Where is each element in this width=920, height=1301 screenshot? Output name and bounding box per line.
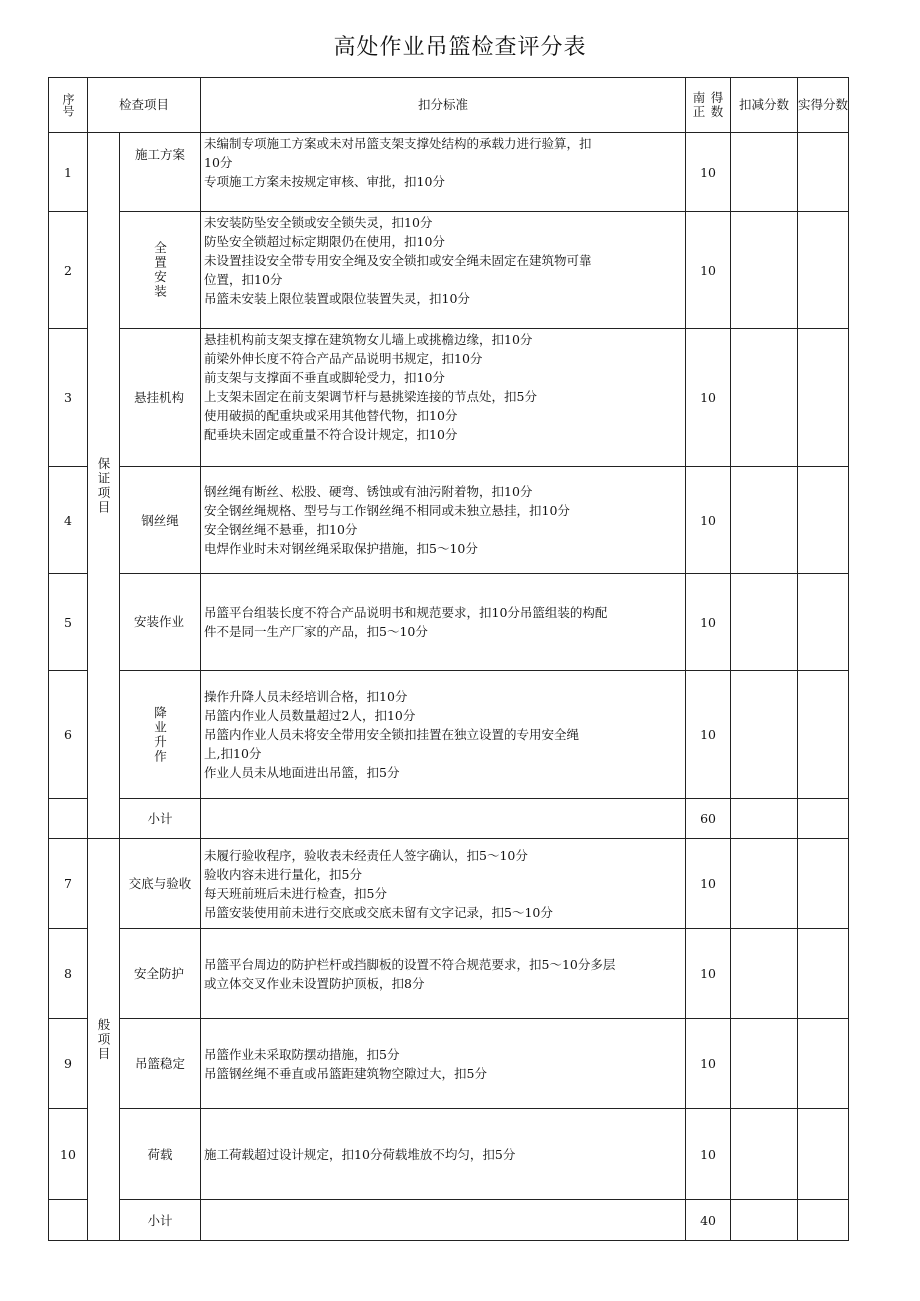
row-actual[interactable] (798, 839, 849, 929)
row-deduct[interactable] (731, 839, 798, 929)
row-seq: 7 (49, 839, 88, 929)
row-standard: 施工荷载超过设计规定，扣10分荷载堆放不均匀，扣5分 (201, 1109, 686, 1200)
row-standard (201, 1200, 686, 1241)
group-guarantee: 保证项目 (88, 133, 120, 839)
row-deduct[interactable] (731, 574, 798, 671)
group-general: 般项目 (88, 839, 120, 1241)
row-standard (201, 799, 686, 839)
row-standard: 吊篮作业未采取防摆动措施，扣5分 吊篮钢丝绳不垂直或吊篮距建筑物空隙过大，扣5分 (201, 1019, 686, 1109)
table-row (49, 1109, 849, 1200)
row-seq: 5 (49, 574, 88, 671)
table-row (49, 329, 849, 467)
row-deduct[interactable] (731, 133, 798, 212)
row-actual[interactable] (798, 1109, 849, 1200)
row-deduct[interactable] (731, 329, 798, 467)
header-item: 检查项目 (88, 78, 201, 133)
row-score: 10 (686, 1019, 731, 1109)
row-deduct[interactable] (731, 799, 798, 839)
row-seq (49, 1200, 88, 1241)
header-seq: 序号 (49, 78, 88, 133)
row-score: 10 (686, 467, 731, 574)
row-item: 吊篮稳定 (120, 1019, 201, 1109)
table-row (49, 574, 849, 671)
row-actual[interactable] (798, 671, 849, 799)
header-row (49, 78, 849, 133)
row-deduct[interactable] (731, 1109, 798, 1200)
row-standard: 悬挂机构前支架支撑在建筑物女儿墙上或挑檐边缘，扣10分 前梁外伸长度不符合产品产品说明书规定，扣10分 前支架与支撑面不垂直或脚轮受力，扣10分 上支架未固定在前支架调节杆与悬挑梁连接的节点处，扣5分 使用破损的配重块或采用其他替代物，扣10分 配垂块未固定或重量不符合设计规定，扣10分 (201, 329, 686, 467)
subtotal-label: 小计 (120, 1200, 201, 1241)
row-item: 交底与验收 (120, 839, 201, 929)
table-row (49, 1019, 849, 1109)
row-score: 10 (686, 839, 731, 929)
subtotal-score: 60 (686, 799, 731, 839)
row-score: 10 (686, 212, 731, 329)
row-seq: 4 (49, 467, 88, 574)
header-actual: 实得分数 (798, 78, 849, 133)
subtotal-row (49, 799, 849, 839)
table-row (49, 133, 849, 212)
row-standard: 未履行验收程序，验收表未经责任人签字确认，扣5～10分 验收内容未进行量化，扣5分 每天班前班后未进行检查，扣5分 吊篮安装使用前未进行交底或交底未留有文字记录，扣5～10分 (201, 839, 686, 929)
row-seq: 2 (49, 212, 88, 329)
row-standard: 未编制专项施工方案或未对吊篮支架支撑处结构的承载力进行验算，扣 10分 专项施工方案未按规定审核、审批，扣10分 (201, 133, 686, 212)
row-seq: 10 (49, 1109, 88, 1200)
row-seq (49, 799, 88, 839)
row-item: 全置安装 (120, 212, 201, 329)
row-deduct[interactable] (731, 467, 798, 574)
row-deduct[interactable] (731, 1200, 798, 1241)
row-actual[interactable] (798, 1200, 849, 1241)
table-row (49, 929, 849, 1019)
row-deduct[interactable] (731, 212, 798, 329)
row-score: 10 (686, 1109, 731, 1200)
row-item: 钢丝绳 (120, 467, 201, 574)
table-row (49, 212, 849, 329)
row-score: 10 (686, 574, 731, 671)
row-deduct[interactable] (731, 1019, 798, 1109)
header-standard: 扣分标准 (201, 78, 686, 133)
row-actual[interactable] (798, 929, 849, 1019)
subtotal-score: 40 (686, 1200, 731, 1241)
row-item: 荷载 (120, 1109, 201, 1200)
row-standard: 未安装防坠安全锁或安全锁失灵，扣10分 防坠安全锁超过标定期限仍在使用，扣10分 未设置挂设安全带专用安全绳及安全锁扣或安全绳未固定在建筑物可靠 位置，扣10分 吊篮未安装上限位装置或限位装置失灵，扣10分 (201, 212, 686, 329)
row-actual[interactable] (798, 574, 849, 671)
row-seq: 9 (49, 1019, 88, 1109)
row-seq: 8 (49, 929, 88, 1019)
row-score: 10 (686, 671, 731, 799)
row-standard: 操作升降人员未经培训合格，扣10分 吊篮内作业人员数量超过2人，扣10分 吊篮内作业人员未将安全带用安全锁扣挂置在独立设置的专用安全绳 上,扣10分 作业人员未从地面进出吊篮，扣5分 (201, 671, 686, 799)
row-score: 10 (686, 929, 731, 1019)
row-item: 悬挂机构 (120, 329, 201, 467)
row-seq: 6 (49, 671, 88, 799)
table-row (49, 467, 849, 574)
inspection-table (48, 77, 849, 1241)
row-seq: 3 (49, 329, 88, 467)
table-row (49, 671, 849, 799)
row-item: 安全防护 (120, 929, 201, 1019)
row-deduct[interactable] (731, 671, 798, 799)
subtotal-label: 小计 (120, 799, 201, 839)
header-due: 南正得数 (686, 78, 731, 133)
subtotal-row (49, 1200, 849, 1241)
header-deduct: 扣减分数 (731, 78, 798, 133)
row-item: 安装作业 (120, 574, 201, 671)
row-item: 施工方案 (120, 133, 201, 212)
row-item: 降业升作 (120, 671, 201, 799)
row-actual[interactable] (798, 212, 849, 329)
row-score: 10 (686, 133, 731, 212)
row-seq: 1 (49, 133, 88, 212)
row-standard: 吊篮平台周边的防护栏杆或挡脚板的设置不符合规范要求，扣5～10分多层 或立体交叉作业未设置防护顶板，扣8分 (201, 929, 686, 1019)
row-standard: 钢丝绳有断丝、松股、硬弯、锈蚀或有油污附着物，扣10分 安全钢丝绳规格、型号与工作钢丝绳不相同或未独立悬挂，扣10分 安全钢丝绳不悬垂，扣10分 电焊作业时未对钢丝绳采取保护措施，扣5～10分 (201, 467, 686, 574)
row-actual[interactable] (798, 467, 849, 574)
row-actual[interactable] (798, 133, 849, 212)
row-standard: 吊篮平台组装长度不符合产品说明书和规范要求，扣10分吊篮组装的构配 件不是同一生产厂家的产品，扣5～10分 (201, 574, 686, 671)
row-actual[interactable] (798, 329, 849, 467)
row-actual[interactable] (798, 1019, 849, 1109)
page-title: 高处作业吊篮检查评分表 (333, 35, 587, 60)
row-actual[interactable] (798, 799, 849, 839)
row-score: 10 (686, 329, 731, 467)
row-deduct[interactable] (731, 929, 798, 1019)
table-row (49, 839, 849, 929)
